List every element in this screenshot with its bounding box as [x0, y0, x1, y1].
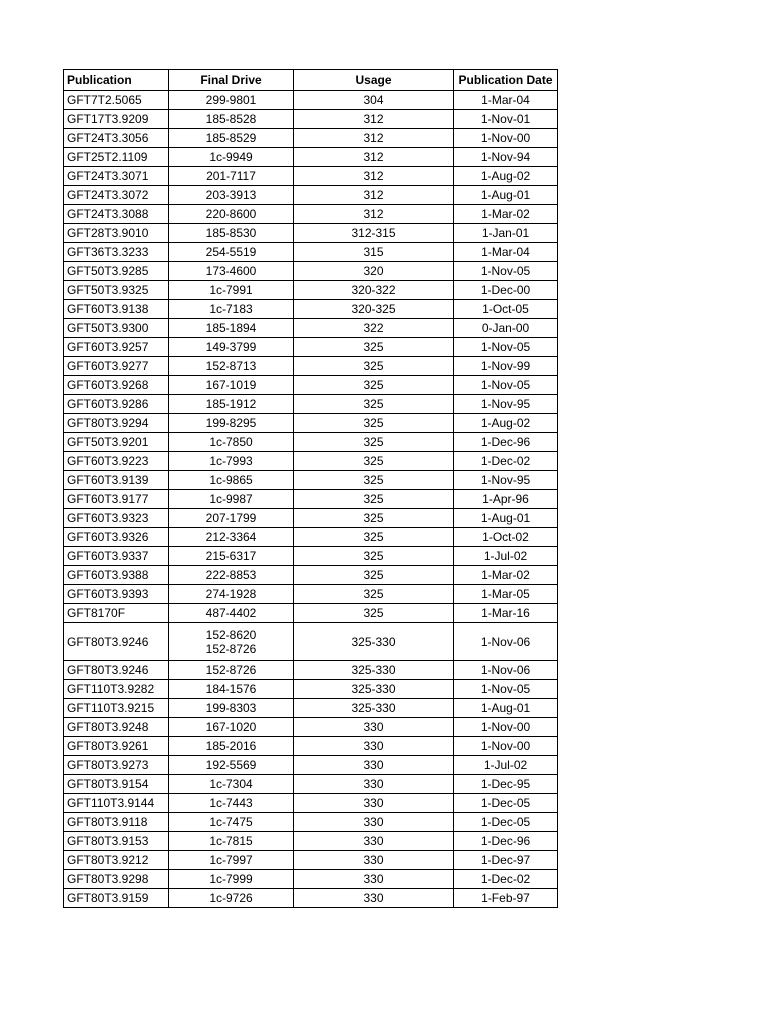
cell-publication: GFT60T3.9138	[64, 300, 169, 319]
cell-publication-date: 1-Nov-06	[454, 623, 558, 661]
table-row	[64, 110, 558, 129]
cell-publication-date: 1-Dec-02	[454, 452, 558, 471]
table-row	[64, 832, 558, 851]
table-row	[64, 129, 558, 148]
cell-usage: 330	[294, 870, 454, 889]
cell-usage: 312-315	[294, 224, 454, 243]
table-row	[64, 243, 558, 262]
cell-final-drive: 173-4600	[169, 262, 294, 281]
cell-usage: 312	[294, 129, 454, 148]
table-row	[64, 680, 558, 699]
cell-final-drive: 1c-7999	[169, 870, 294, 889]
cell-final-drive: 1c-7993	[169, 452, 294, 471]
table-row	[64, 91, 558, 110]
cell-final-drive: 149-3799	[169, 338, 294, 357]
cell-publication-date: 1-Nov-00	[454, 737, 558, 756]
cell-publication-date: 1-Nov-06	[454, 661, 558, 680]
table-row	[64, 699, 558, 718]
cell-publication: GFT60T3.9223	[64, 452, 169, 471]
table-row	[64, 281, 558, 300]
table-row	[64, 167, 558, 186]
table-row	[64, 357, 558, 376]
cell-usage: 325	[294, 357, 454, 376]
cell-publication-date: 1-Jul-02	[454, 756, 558, 775]
cell-publication: GFT80T3.9246	[64, 661, 169, 680]
cell-final-drive: 1c-7443	[169, 794, 294, 813]
table-row	[64, 851, 558, 870]
cell-publication: GFT24T3.3056	[64, 129, 169, 148]
cell-publication: GFT80T3.9212	[64, 851, 169, 870]
cell-publication-date: 1-Dec-96	[454, 832, 558, 851]
cell-usage: 330	[294, 737, 454, 756]
cell-publication: GFT60T3.9177	[64, 490, 169, 509]
cell-publication-date: 1-Nov-99	[454, 357, 558, 376]
cell-usage: 320	[294, 262, 454, 281]
table-row	[64, 870, 558, 889]
cell-final-drive: 185-8530	[169, 224, 294, 243]
cell-usage: 330	[294, 794, 454, 813]
cell-publication-date: 1-Dec-05	[454, 813, 558, 832]
cell-usage: 330	[294, 718, 454, 737]
table-row	[64, 376, 558, 395]
cell-publication-date: 1-Nov-01	[454, 110, 558, 129]
cell-publication: GFT80T3.9261	[64, 737, 169, 756]
cell-final-drive: 1c-7183	[169, 300, 294, 319]
table-row	[64, 433, 558, 452]
cell-usage: 325	[294, 414, 454, 433]
cell-publication: GFT60T3.9286	[64, 395, 169, 414]
cell-publication: GFT24T3.3088	[64, 205, 169, 224]
cell-publication: GFT80T3.9298	[64, 870, 169, 889]
cell-usage: 325	[294, 547, 454, 566]
table-row	[64, 224, 558, 243]
cell-usage: 325	[294, 528, 454, 547]
cell-final-drive: 1c-7815	[169, 832, 294, 851]
table-row	[64, 395, 558, 414]
table-row	[64, 604, 558, 623]
cell-usage: 325	[294, 452, 454, 471]
cell-final-drive: 1c-7997	[169, 851, 294, 870]
cell-final-drive: 185-8528	[169, 110, 294, 129]
cell-final-drive: 1c-7475	[169, 813, 294, 832]
cell-publication-date: 1-Aug-01	[454, 699, 558, 718]
cell-final-drive: 184-1576	[169, 680, 294, 699]
cell-usage: 330	[294, 832, 454, 851]
cell-publication-date: 1-Nov-00	[454, 718, 558, 737]
cell-final-drive: 1c-7304	[169, 775, 294, 794]
cell-final-drive: 220-8600	[169, 205, 294, 224]
cell-final-drive: 185-2016	[169, 737, 294, 756]
cell-publication-date: 1-Dec-00	[454, 281, 558, 300]
cell-publication: GFT28T3.9010	[64, 224, 169, 243]
cell-publication-date: 1-Mar-02	[454, 205, 558, 224]
cell-usage: 322	[294, 319, 454, 338]
cell-usage: 325	[294, 471, 454, 490]
cell-publication-date: 1-Nov-05	[454, 338, 558, 357]
table-row	[64, 319, 558, 338]
table-row	[64, 262, 558, 281]
header-publication: Publication	[64, 70, 169, 91]
cell-usage: 330	[294, 889, 454, 908]
table-row	[64, 794, 558, 813]
cell-publication-date: 1-Dec-97	[454, 851, 558, 870]
publications-table	[63, 69, 558, 908]
cell-publication: GFT60T3.9277	[64, 357, 169, 376]
cell-publication-date: 1-Nov-05	[454, 262, 558, 281]
cell-usage: 325-330	[294, 661, 454, 680]
cell-publication: GFT60T3.9268	[64, 376, 169, 395]
cell-final-drive: 1c-9949	[169, 148, 294, 167]
cell-final-drive: 201-7117	[169, 167, 294, 186]
cell-usage: 325	[294, 509, 454, 528]
header-row	[64, 70, 558, 91]
cell-publication-date: 1-Dec-05	[454, 794, 558, 813]
cell-publication: GFT80T3.9248	[64, 718, 169, 737]
cell-publication: GFT50T3.9300	[64, 319, 169, 338]
cell-final-drive: 1c-9726	[169, 889, 294, 908]
table-row	[64, 547, 558, 566]
cell-publication-date: 1-Dec-95	[454, 775, 558, 794]
table-row	[64, 186, 558, 205]
cell-publication: GFT60T3.9393	[64, 585, 169, 604]
cell-publication-date: 1-Mar-04	[454, 91, 558, 110]
cell-final-drive: 199-8295	[169, 414, 294, 433]
header-final-drive: Final Drive	[169, 70, 294, 91]
cell-usage: 325-330	[294, 699, 454, 718]
cell-final-drive: 254-5519	[169, 243, 294, 262]
cell-final-drive: 212-3364	[169, 528, 294, 547]
cell-final-drive: 185-8529	[169, 129, 294, 148]
cell-publication: GFT110T3.9282	[64, 680, 169, 699]
table-row	[64, 528, 558, 547]
cell-final-drive: 192-5569	[169, 756, 294, 775]
cell-publication: GFT60T3.9326	[64, 528, 169, 547]
table-body	[64, 91, 558, 908]
cell-publication-date: 1-Aug-01	[454, 186, 558, 205]
cell-usage: 325	[294, 490, 454, 509]
cell-final-drive: 1c-9865	[169, 471, 294, 490]
table-row	[64, 509, 558, 528]
cell-publication-date: 1-Dec-96	[454, 433, 558, 452]
cell-final-drive: 215-6317	[169, 547, 294, 566]
cell-final-drive-line: 152-8620	[205, 627, 257, 642]
cell-usage: 320-322	[294, 281, 454, 300]
cell-final-drive	[169, 623, 294, 661]
cell-final-drive-line: 152-8726	[205, 641, 257, 656]
cell-publication-date: 1-Oct-05	[454, 300, 558, 319]
cell-publication-date: 1-Nov-95	[454, 471, 558, 490]
cell-publication: GFT80T3.9153	[64, 832, 169, 851]
table-row	[64, 661, 558, 680]
cell-usage: 325	[294, 433, 454, 452]
cell-usage: 330	[294, 851, 454, 870]
table-row	[64, 205, 558, 224]
cell-publication-date: 1-Jul-02	[454, 547, 558, 566]
cell-publication: GFT80T3.9118	[64, 813, 169, 832]
table-row	[64, 718, 558, 737]
table-row	[64, 300, 558, 319]
cell-final-drive: 203-3913	[169, 186, 294, 205]
cell-publication-date: 1-Aug-01	[454, 509, 558, 528]
header-usage: Usage	[294, 70, 454, 91]
table-row	[64, 756, 558, 775]
table-row	[64, 471, 558, 490]
cell-publication: GFT110T3.9215	[64, 699, 169, 718]
cell-final-drive: 1c-7991	[169, 281, 294, 300]
cell-final-drive: 207-1799	[169, 509, 294, 528]
cell-final-drive: 222-8853	[169, 566, 294, 585]
cell-publication: GFT60T3.9139	[64, 471, 169, 490]
cell-final-drive: 167-1019	[169, 376, 294, 395]
cell-publication-date: 1-Dec-02	[454, 870, 558, 889]
cell-publication-date: 1-Mar-05	[454, 585, 558, 604]
cell-final-drive: 1c-9987	[169, 490, 294, 509]
cell-usage: 325	[294, 585, 454, 604]
cell-usage: 325	[294, 604, 454, 623]
cell-publication: GFT24T3.3072	[64, 186, 169, 205]
cell-final-drive: 152-8726	[169, 661, 294, 680]
cell-usage: 304	[294, 91, 454, 110]
cell-usage: 325	[294, 376, 454, 395]
cell-final-drive: 185-1912	[169, 395, 294, 414]
table-row	[64, 585, 558, 604]
cell-publication: GFT60T3.9388	[64, 566, 169, 585]
cell-publication: GFT50T3.9285	[64, 262, 169, 281]
cell-final-drive: 185-1894	[169, 319, 294, 338]
cell-publication-date: 1-Nov-00	[454, 129, 558, 148]
cell-final-drive: 274-1928	[169, 585, 294, 604]
cell-publication-date: 1-Nov-95	[454, 395, 558, 414]
cell-usage: 330	[294, 775, 454, 794]
cell-usage: 325-330	[294, 680, 454, 699]
table-row	[64, 623, 558, 661]
table-row	[64, 775, 558, 794]
table-row	[64, 452, 558, 471]
cell-usage: 315	[294, 243, 454, 262]
table-row	[64, 490, 558, 509]
table-row	[64, 414, 558, 433]
cell-publication: GFT25T2.1109	[64, 148, 169, 167]
cell-publication-date: 1-Nov-94	[454, 148, 558, 167]
cell-publication: GFT50T3.9201	[64, 433, 169, 452]
cell-publication: GFT24T3.3071	[64, 167, 169, 186]
cell-final-drive: 167-1020	[169, 718, 294, 737]
cell-publication: GFT80T3.9246	[64, 623, 169, 661]
table-row	[64, 566, 558, 585]
cell-publication: GFT80T3.9159	[64, 889, 169, 908]
cell-publication-date: 1-Oct-02	[454, 528, 558, 547]
cell-publication-date: 1-Jan-01	[454, 224, 558, 243]
cell-publication: GFT80T3.9154	[64, 775, 169, 794]
cell-publication-date: 1-Nov-05	[454, 376, 558, 395]
cell-usage: 312	[294, 205, 454, 224]
cell-usage: 325	[294, 338, 454, 357]
cell-final-drive: 152-8713	[169, 357, 294, 376]
cell-publication-date: 1-Aug-02	[454, 414, 558, 433]
cell-usage: 330	[294, 813, 454, 832]
cell-publication: GFT7T2.5065	[64, 91, 169, 110]
cell-publication: GFT17T3.9209	[64, 110, 169, 129]
cell-publication: GFT8170F	[64, 604, 169, 623]
header-publication-date: Publication Date	[454, 70, 558, 91]
cell-usage: 325-330	[294, 623, 454, 661]
cell-usage: 312	[294, 167, 454, 186]
cell-usage: 320-325	[294, 300, 454, 319]
cell-publication-date: 0-Jan-00	[454, 319, 558, 338]
cell-publication: GFT60T3.9323	[64, 509, 169, 528]
cell-publication: GFT80T3.9294	[64, 414, 169, 433]
cell-publication-date: 1-Mar-16	[454, 604, 558, 623]
cell-publication-date: 1-Aug-02	[454, 167, 558, 186]
table-row	[64, 889, 558, 908]
cell-publication: GFT50T3.9325	[64, 281, 169, 300]
cell-publication: GFT110T3.9144	[64, 794, 169, 813]
cell-publication-date: 1-Nov-05	[454, 680, 558, 699]
table-row	[64, 737, 558, 756]
cell-usage: 325	[294, 395, 454, 414]
cell-publication: GFT60T3.9257	[64, 338, 169, 357]
cell-usage: 325	[294, 566, 454, 585]
cell-publication: GFT60T3.9337	[64, 547, 169, 566]
cell-publication-date: 1-Apr-96	[454, 490, 558, 509]
table-row	[64, 338, 558, 357]
table-row	[64, 813, 558, 832]
cell-publication: GFT80T3.9273	[64, 756, 169, 775]
cell-publication-date: 1-Mar-02	[454, 566, 558, 585]
cell-final-drive: 199-8303	[169, 699, 294, 718]
cell-publication-date: 1-Mar-04	[454, 243, 558, 262]
cell-publication-date: 1-Feb-97	[454, 889, 558, 908]
cell-usage: 312	[294, 186, 454, 205]
cell-final-drive: 1c-7850	[169, 433, 294, 452]
cell-usage: 312	[294, 110, 454, 129]
cell-usage: 330	[294, 756, 454, 775]
cell-final-drive: 299-9801	[169, 91, 294, 110]
table-row	[64, 148, 558, 167]
cell-usage: 312	[294, 148, 454, 167]
cell-final-drive: 487-4402	[169, 604, 294, 623]
table-header	[64, 70, 558, 91]
cell-publication: GFT36T3.3233	[64, 243, 169, 262]
